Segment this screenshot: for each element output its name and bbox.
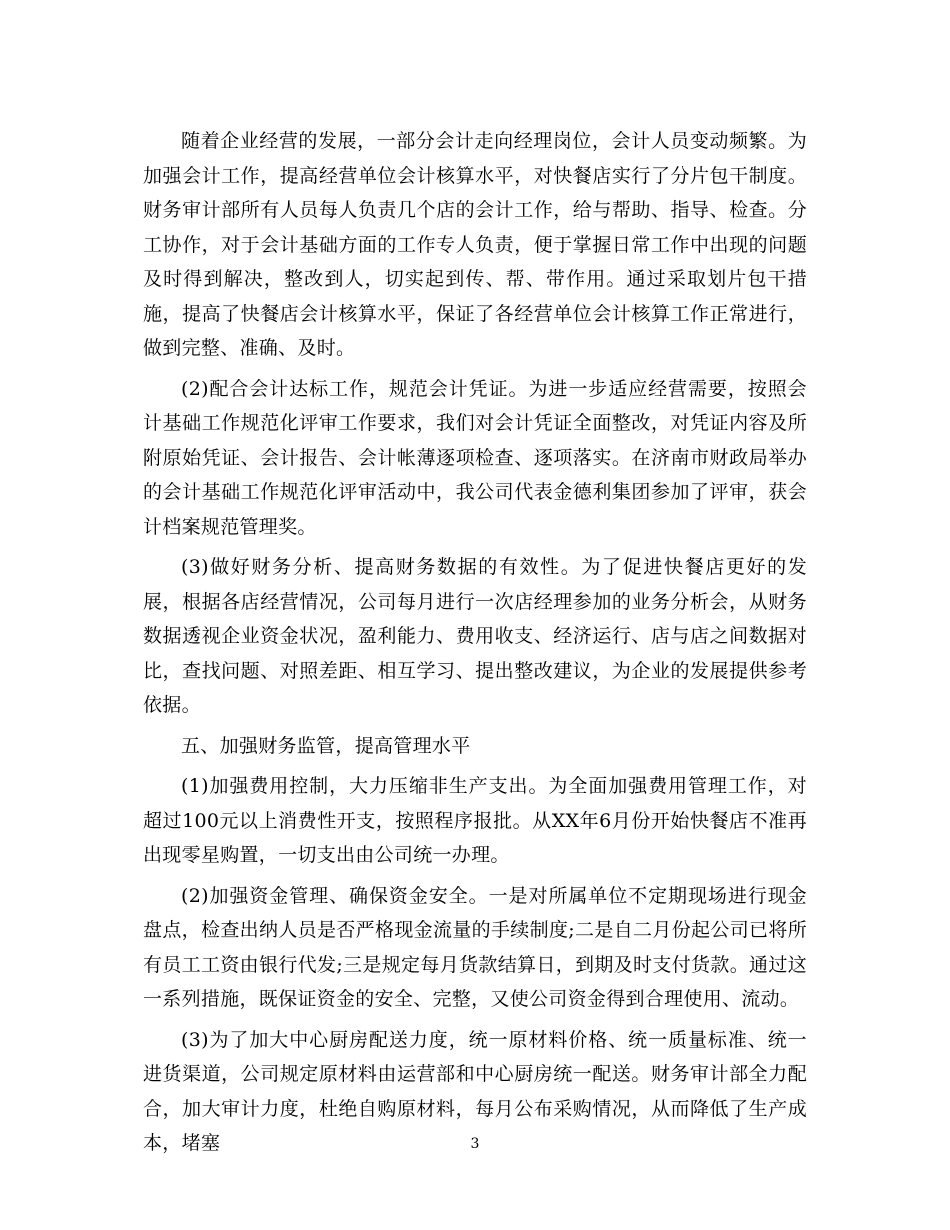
paragraph-6: (3)为了加大中心厨房配送力度，统一原材料价格、统一质量标准、统一进货渠道，公司规定原材料由运营部和中心厨房统一配送。财务审计部全力配合，加大审计力度，杜绝自购原材料，每月公布采购情况，从而降低了生产成本，堵塞: [143, 1028, 807, 1154]
document-body: [143, 124, 807, 1167]
paragraph-1: 随着企业经营的发展，一部分会计走向经理岗位，会计人员变动频繁。为加强会计工作，提高经营单位会计核算水平，对快餐店实行了分片包干制度。财务审计部所有人员每人负责几个店的会计工作，给与帮助、指导、检查。分工协作，对于会计基础方面的工作专人负责，便于掌握日常工作中出现的问题及时得到解决，整改到人，切实起到传、帮、带作用。通过采取划片包干措施，提高了快餐店会计核算水平，保证了各经营单位会计核算工作正常进行，做到完整、准确、及时。: [143, 130, 807, 359]
page-number: 3: [470, 1136, 480, 1152]
paragraph-4: (1)加强费用控制，大力压缩非生产支出。为全面加强费用管理工作，对超过100元以上消费性开支，按照程序报批。从XX年6月份开始快餐店不准再出现零星购置，一切支出由公司统一办理。: [143, 775, 807, 866]
section-heading: 五、加强财务监管，提高管理水平: [181, 734, 471, 757]
paragraph-5: (2)加强资金管理、确保资金安全。一是对所属单位不定期现场进行现金盘点，检查出纳人员是否严格现金流量的手续制度;二是自二月份起公司已将所有员工工资由银行代发;三是规定每月货款结算日，到期及时支付货款。通过这一系列措施，既保证资金的安全、完整，又使公司资金得到合理使用、流动。: [143, 884, 807, 1010]
paragraph-2: (2)配合会计达标工作，规范会计凭证。为进一步适应经营需要，按照会计基础工作规范化评审工作要求，我们对会计凭证全面整改，对凭证内容及所附原始凭证、会计报告、会计帐薄逐项检查、逐项落实。在济南市财政局举办的会计基础工作规范化评审活动中，我公司代表金德利集团参加了评审，获会计档案规范管理奖。: [143, 377, 807, 538]
paragraph-3: (3)做好财务分析、提高财务数据的有效性。为了促进快餐店更好的发展，根据各店经营情况，公司每月进行一次店经理参加的业务分析会，从财务数据透视企业资金状况，盈利能力、费用收支、经济运行、店与店之间数据对比，查找问题、对照差距、相互学习、提出整改建议，为企业的发展提供参考依据。: [143, 556, 807, 716]
